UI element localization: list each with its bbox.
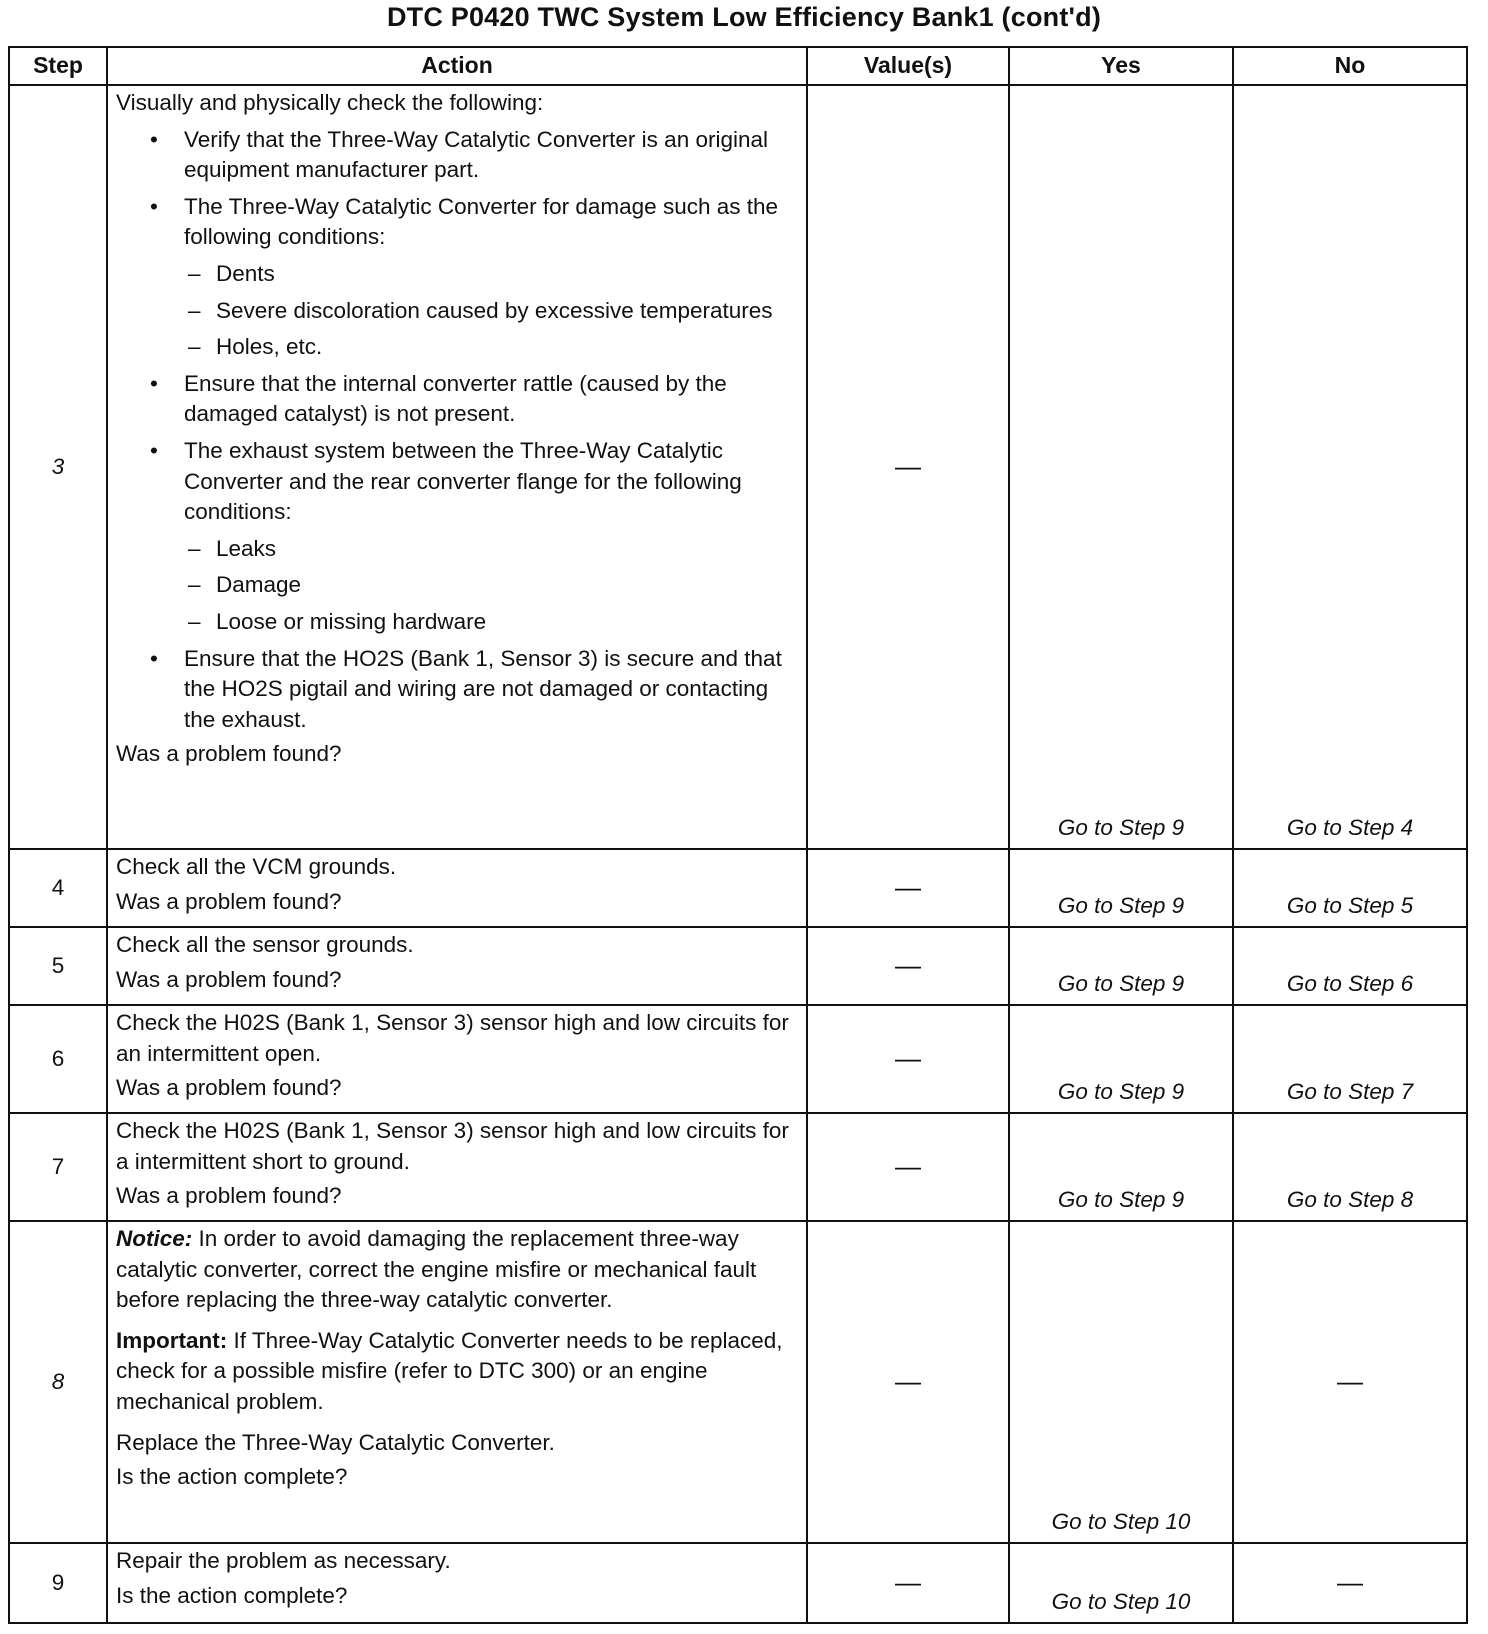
important-label: Important:	[116, 1327, 228, 1353]
no-cell: —	[1233, 1543, 1467, 1623]
diagnostic-table	[8, 46, 1468, 1624]
list-item: • Verify that the Three-Way Catalytic Converter is an original equipment manufacturer part.	[150, 126, 769, 183]
step-number: 5	[9, 927, 107, 1005]
no-cell: —	[1233, 1221, 1467, 1543]
header-no: No	[1233, 47, 1467, 85]
table-row	[9, 85, 1467, 849]
yes-cell: Go to Step 10	[1009, 1543, 1233, 1623]
bullet-icon: •	[150, 126, 158, 152]
action-text: Replace the Three-Way Catalytic Converter.	[116, 1429, 555, 1455]
action-cell	[107, 849, 807, 927]
no-cell: Go to Step 5	[1233, 849, 1467, 927]
sub-list-item: – Severe discoloration caused by excessive temperatures	[116, 296, 796, 327]
action-question: Was a problem found?	[116, 1075, 342, 1101]
bullet-icon: •	[150, 370, 158, 396]
table-row	[9, 1543, 1467, 1623]
action-text: Check all the VCM grounds.	[116, 854, 397, 879]
value-cell: —	[807, 927, 1009, 1005]
list-item: • Ensure that the internal converter rattle (caused by the damaged catalyst) is not present.	[150, 370, 727, 427]
bullet-icon: •	[150, 193, 158, 219]
dash-icon: –	[188, 572, 201, 598]
action-question: Is the action complete?	[116, 1464, 348, 1490]
step-number: 8	[9, 1221, 107, 1543]
step-number: 3	[9, 85, 107, 849]
header-yes: Yes	[1009, 47, 1233, 85]
step-number: 4	[9, 849, 107, 927]
sub-list-item: – Dents	[116, 259, 796, 290]
action-cell	[107, 1113, 807, 1221]
list-item: • The exhaust system between the Three-Way Catalytic Converter and the rear converter flange for the following conditions:	[150, 437, 742, 525]
yes-cell: Go to Step 9	[1009, 85, 1233, 849]
action-text: Repair the problem as necessary.	[116, 1548, 451, 1573]
step-number: 7	[9, 1113, 107, 1221]
dash-icon: –	[188, 334, 201, 360]
action-cell	[107, 85, 807, 849]
sub-list-item: – Loose or missing hardware	[116, 607, 796, 638]
sub-list-item: – Leaks	[116, 534, 796, 565]
table-row	[9, 1113, 1467, 1221]
yes-cell: Go to Step 9	[1009, 1113, 1233, 1221]
list-item: • Ensure that the HO2S (Bank 1, Sensor 3) is secure and that the HO2S pigtail and wiring are not damaged or contacting the exhaust.	[150, 645, 782, 732]
step-number: 6	[9, 1005, 107, 1113]
value-cell: —	[807, 1543, 1009, 1623]
no-cell: Go to Step 6	[1233, 927, 1467, 1005]
action-text: Check the H02S (Bank 1, Sensor 3) sensor high and low circuits for an intermittent open.	[116, 1010, 789, 1066]
yes-cell: Go to Step 9	[1009, 849, 1233, 927]
table-row	[9, 927, 1467, 1005]
value-cell: —	[807, 1221, 1009, 1543]
yes-cell: Go to Step 9	[1009, 1005, 1233, 1113]
header-row	[9, 47, 1467, 85]
list-item: • The Three-Way Catalytic Converter for damage such as the following conditions:	[150, 193, 779, 250]
header-step: Step	[9, 47, 107, 85]
table-row	[9, 849, 1467, 927]
header-values: Value(s)	[807, 47, 1009, 85]
value-cell: —	[807, 1005, 1009, 1113]
notice-paragraph: Notice: In order to avoid damaging the replacement three-way catalytic converter, correct the engine misfire or mechanical fault before replacing the three-way catalytic converter.	[116, 1226, 757, 1313]
table-row	[9, 1005, 1467, 1113]
dash-icon: –	[188, 535, 201, 561]
action-cell	[107, 1005, 807, 1113]
notice-label: Notice:	[116, 1226, 193, 1251]
action-question: Was a problem found?	[116, 966, 342, 992]
value-cell: —	[807, 85, 1009, 849]
sub-list-item: – Damage	[116, 570, 796, 601]
action-question: Was a problem found?	[116, 1183, 342, 1209]
header-action: Action	[107, 47, 807, 85]
action-text: Check the H02S (Bank 1, Sensor 3) sensor high and low circuits for a intermittent short to ground.	[116, 1118, 789, 1174]
action-intro: Visually and physically check the following:	[116, 90, 544, 115]
table-row	[9, 1221, 1467, 1543]
dash-icon: –	[188, 260, 201, 286]
dash-icon: –	[188, 608, 201, 634]
action-cell	[107, 927, 807, 1005]
value-cell: —	[807, 1113, 1009, 1221]
bullet-icon: •	[150, 437, 158, 463]
action-question: Was a problem found?	[116, 741, 342, 767]
yes-cell: Go to Step 9	[1009, 927, 1233, 1005]
dash-icon: –	[188, 297, 201, 323]
action-cell	[107, 1543, 807, 1623]
page-title: DTC P0420 TWC System Low Efficiency Bank1 (cont'd)	[386, 2, 1102, 32]
important-paragraph: Important: If Three-Way Catalytic Converter needs to be replaced, check for a possible misfire (refer to DTC 300) or an engine mechanical problem.	[116, 1327, 783, 1414]
no-cell: Go to Step 8	[1233, 1113, 1467, 1221]
sub-list-item: – Holes, etc.	[116, 332, 796, 363]
no-cell: Go to Step 4	[1233, 85, 1467, 849]
action-cell	[107, 1221, 807, 1543]
action-question: Is the action complete?	[116, 1582, 348, 1608]
value-cell: —	[807, 849, 1009, 927]
step-number: 9	[9, 1543, 107, 1623]
no-cell: Go to Step 7	[1233, 1005, 1467, 1113]
action-text: Check all the sensor grounds.	[116, 932, 414, 957]
action-question: Was a problem found?	[116, 888, 342, 914]
yes-cell: Go to Step 10	[1009, 1221, 1233, 1543]
bullet-icon: •	[150, 645, 158, 671]
